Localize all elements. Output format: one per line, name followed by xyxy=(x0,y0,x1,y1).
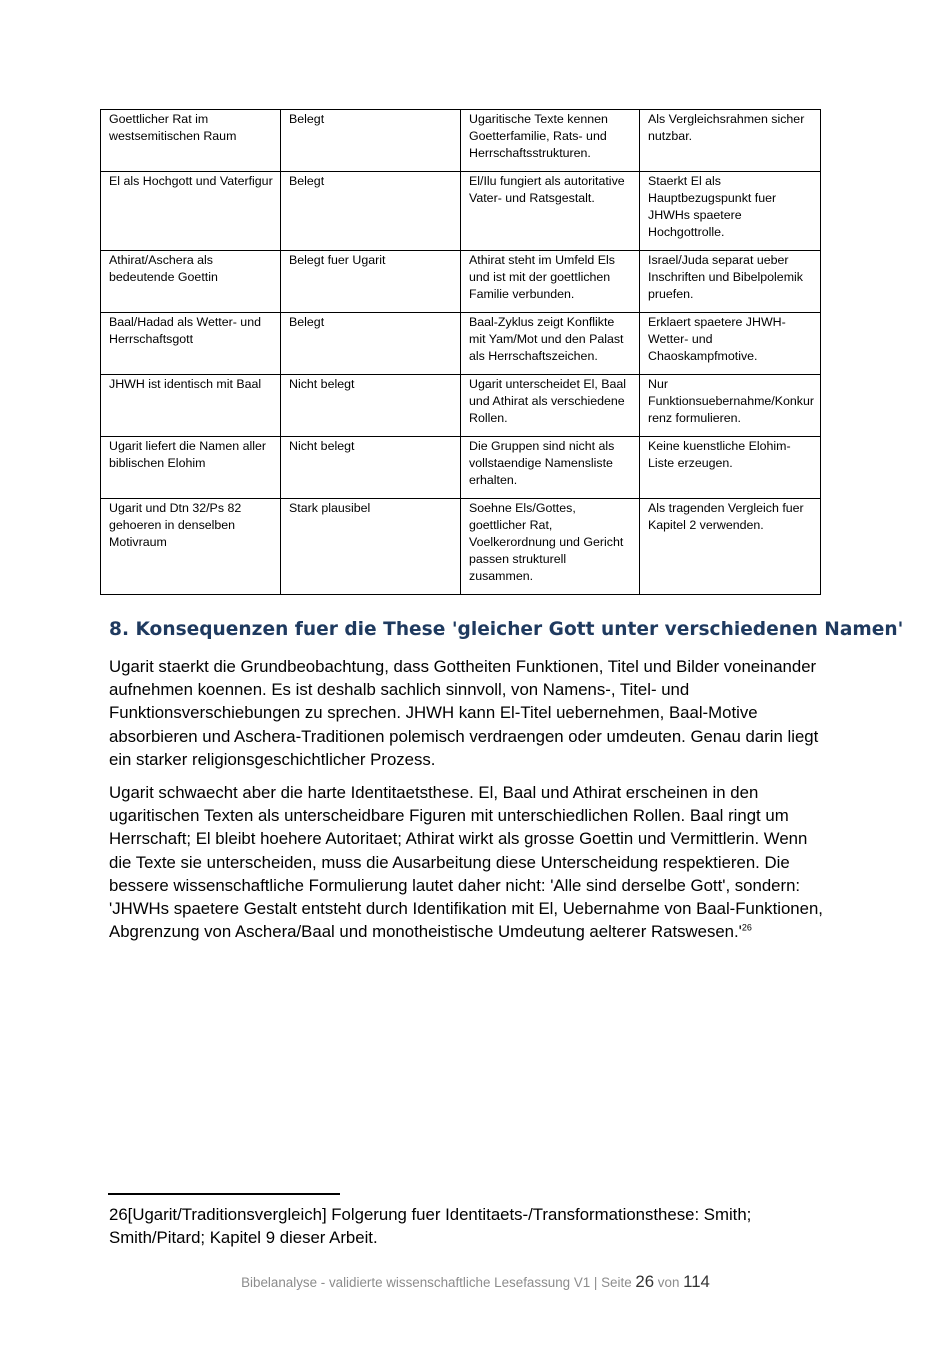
consequence-cell: Als Vergleichsrahmen sicher nutzbar. xyxy=(640,110,821,172)
paragraph-text: Ugarit schwaecht aber die harte Identitaetsthese. El, Baal und Athirat erscheinen in den ugaritischen Texten als unterscheidbare Figuren mit unterschiedlichen Rollen. Baal ringt um Herrschaft; El bleibt hoehere Autoritaet; Athirat wirkt als grosse Goettin und Vermittlerin. Wenn die Texte sie unterscheiden, muss die Ausarbeitung diese Unterscheidung respektieren. Die bessere wissenschaftliche Formulierung lautet daher nicht: 'Alle sind derselbe Gott', sondern: 'JHWHs spaetere Gestalt entsteht durch Identifikation mit El, Uebernahme von Baal-Funktionen, Abgrenzung von Aschera/Baal und monotheistische Umdeutung aelterer Ratswesen.' xyxy=(109,783,823,942)
consequence-cell: Als tragenden Vergleich fuer Kapitel 2 verwenden. xyxy=(640,499,821,595)
status-cell: Belegt xyxy=(281,110,461,172)
body-paragraph xyxy=(109,781,831,943)
table-row xyxy=(101,375,821,437)
status-cell: Nicht belegt xyxy=(281,375,461,437)
claim-cell: Baal/Hadad als Wetter- und Herrschaftsgott xyxy=(101,313,281,375)
status-cell: Belegt xyxy=(281,172,461,251)
evidence-cell: Ugaritische Texte kennen Goetterfamilie, Rats- und Herrschaftsstrukturen. xyxy=(461,110,640,172)
footer-label: Bibelanalyse - validierte wissenschaftliche Lesefassung V1 | Seite xyxy=(241,1275,632,1290)
evidence-cell: Ugarit unterscheidet El, Baal und Athirat als verschiedene Rollen. xyxy=(461,375,640,437)
status-cell: Belegt xyxy=(281,313,461,375)
consequence-cell: Keine kuenstliche Elohim-Liste erzeugen. xyxy=(640,437,821,499)
evidence-cell: Baal-Zyklus zeigt Konflikte mit Yam/Mot und den Palast als Herrschaftszeichen. xyxy=(461,313,640,375)
claim-cell: El als Hochgott und Vaterfigur xyxy=(101,172,281,251)
footnote-reference[interactable]: 26 xyxy=(741,922,752,933)
page-footer xyxy=(0,1272,951,1292)
evidence-cell: El/Ilu fungiert als autoritative Vater- und Ratsgestalt. xyxy=(461,172,640,251)
consequence-cell: Staerkt El als Hauptbezugspunkt fuer JHWHs spaetere Hochgottrolle. xyxy=(640,172,821,251)
evidence-cell: Soehne Els/Gottes, goettlicher Rat, Voelkerordnung und Gericht passen strukturell zusammen. xyxy=(461,499,640,595)
section-heading: 8. Konsequenzen fuer die These 'gleicher Gott unter verschiedenen Namen' xyxy=(109,619,904,640)
footnote-text: 26[Ugarit/Traditionsvergleich] Folgerung fuer Identitaets-/Transformationsthese: Smith; Smith/Pitard; Kapitel 9 dieser Arbeit. xyxy=(109,1205,752,1247)
table-row xyxy=(101,251,821,313)
consequence-cell: Nur Funktionsuebernahme/Konkurrenz formulieren. xyxy=(640,375,821,437)
status-cell: Nicht belegt xyxy=(281,437,461,499)
status-cell: Belegt fuer Ugarit xyxy=(281,251,461,313)
page-number: 26 xyxy=(635,1272,655,1291)
table-row xyxy=(101,499,821,595)
footer-of: von xyxy=(657,1275,680,1290)
table-row xyxy=(101,437,821,499)
body-paragraph: Ugarit staerkt die Grundbeobachtung, dass Gottheiten Funktionen, Titel und Bilder voneinander aufnehmen koennen. Es ist deshalb sachlich sinnvoll, von Namens-, Titel- und Funktionsverschiebungen zu sprechen. JHWH kann El-Titel uebernehmen, Baal-Motive absorbieren und Aschera-Traditionen polemisch verdraengen oder umdeuten. Genau darin liegt ein starker religionsgeschichtlicher Prozess. xyxy=(109,657,819,769)
table-row xyxy=(101,110,821,172)
claim-cell: Ugarit und Dtn 32/Ps 82 gehoeren in denselben Motivraum xyxy=(101,499,281,595)
status-cell: Stark plausibel xyxy=(281,499,461,595)
evidence-cell: Die Gruppen sind nicht als vollstaendige Namensliste erhalten. xyxy=(461,437,640,499)
claim-cell: Ugarit liefert die Namen aller biblischen Elohim xyxy=(101,437,281,499)
claim-cell: Athirat/Aschera als bedeutende Goettin xyxy=(101,251,281,313)
evidence-cell: Athirat steht im Umfeld Els und ist mit der goettlichen Familie verbunden. xyxy=(461,251,640,313)
table-row xyxy=(101,313,821,375)
page-total: 114 xyxy=(683,1272,710,1291)
table-row xyxy=(101,172,821,251)
consequence-cell: Israel/Juda separat ueber Inschriften und Bibelpolemik pruefen. xyxy=(640,251,821,313)
claim-cell: JHWH ist identisch mit Baal xyxy=(101,375,281,437)
footnote-separator xyxy=(108,1193,340,1195)
claims-table xyxy=(100,109,821,595)
claim-cell: Goettlicher Rat im westsemitischen Raum xyxy=(101,110,281,172)
consequence-cell: Erklaert spaetere JHWH-Wetter- und Chaoskampfmotive. xyxy=(640,313,821,375)
